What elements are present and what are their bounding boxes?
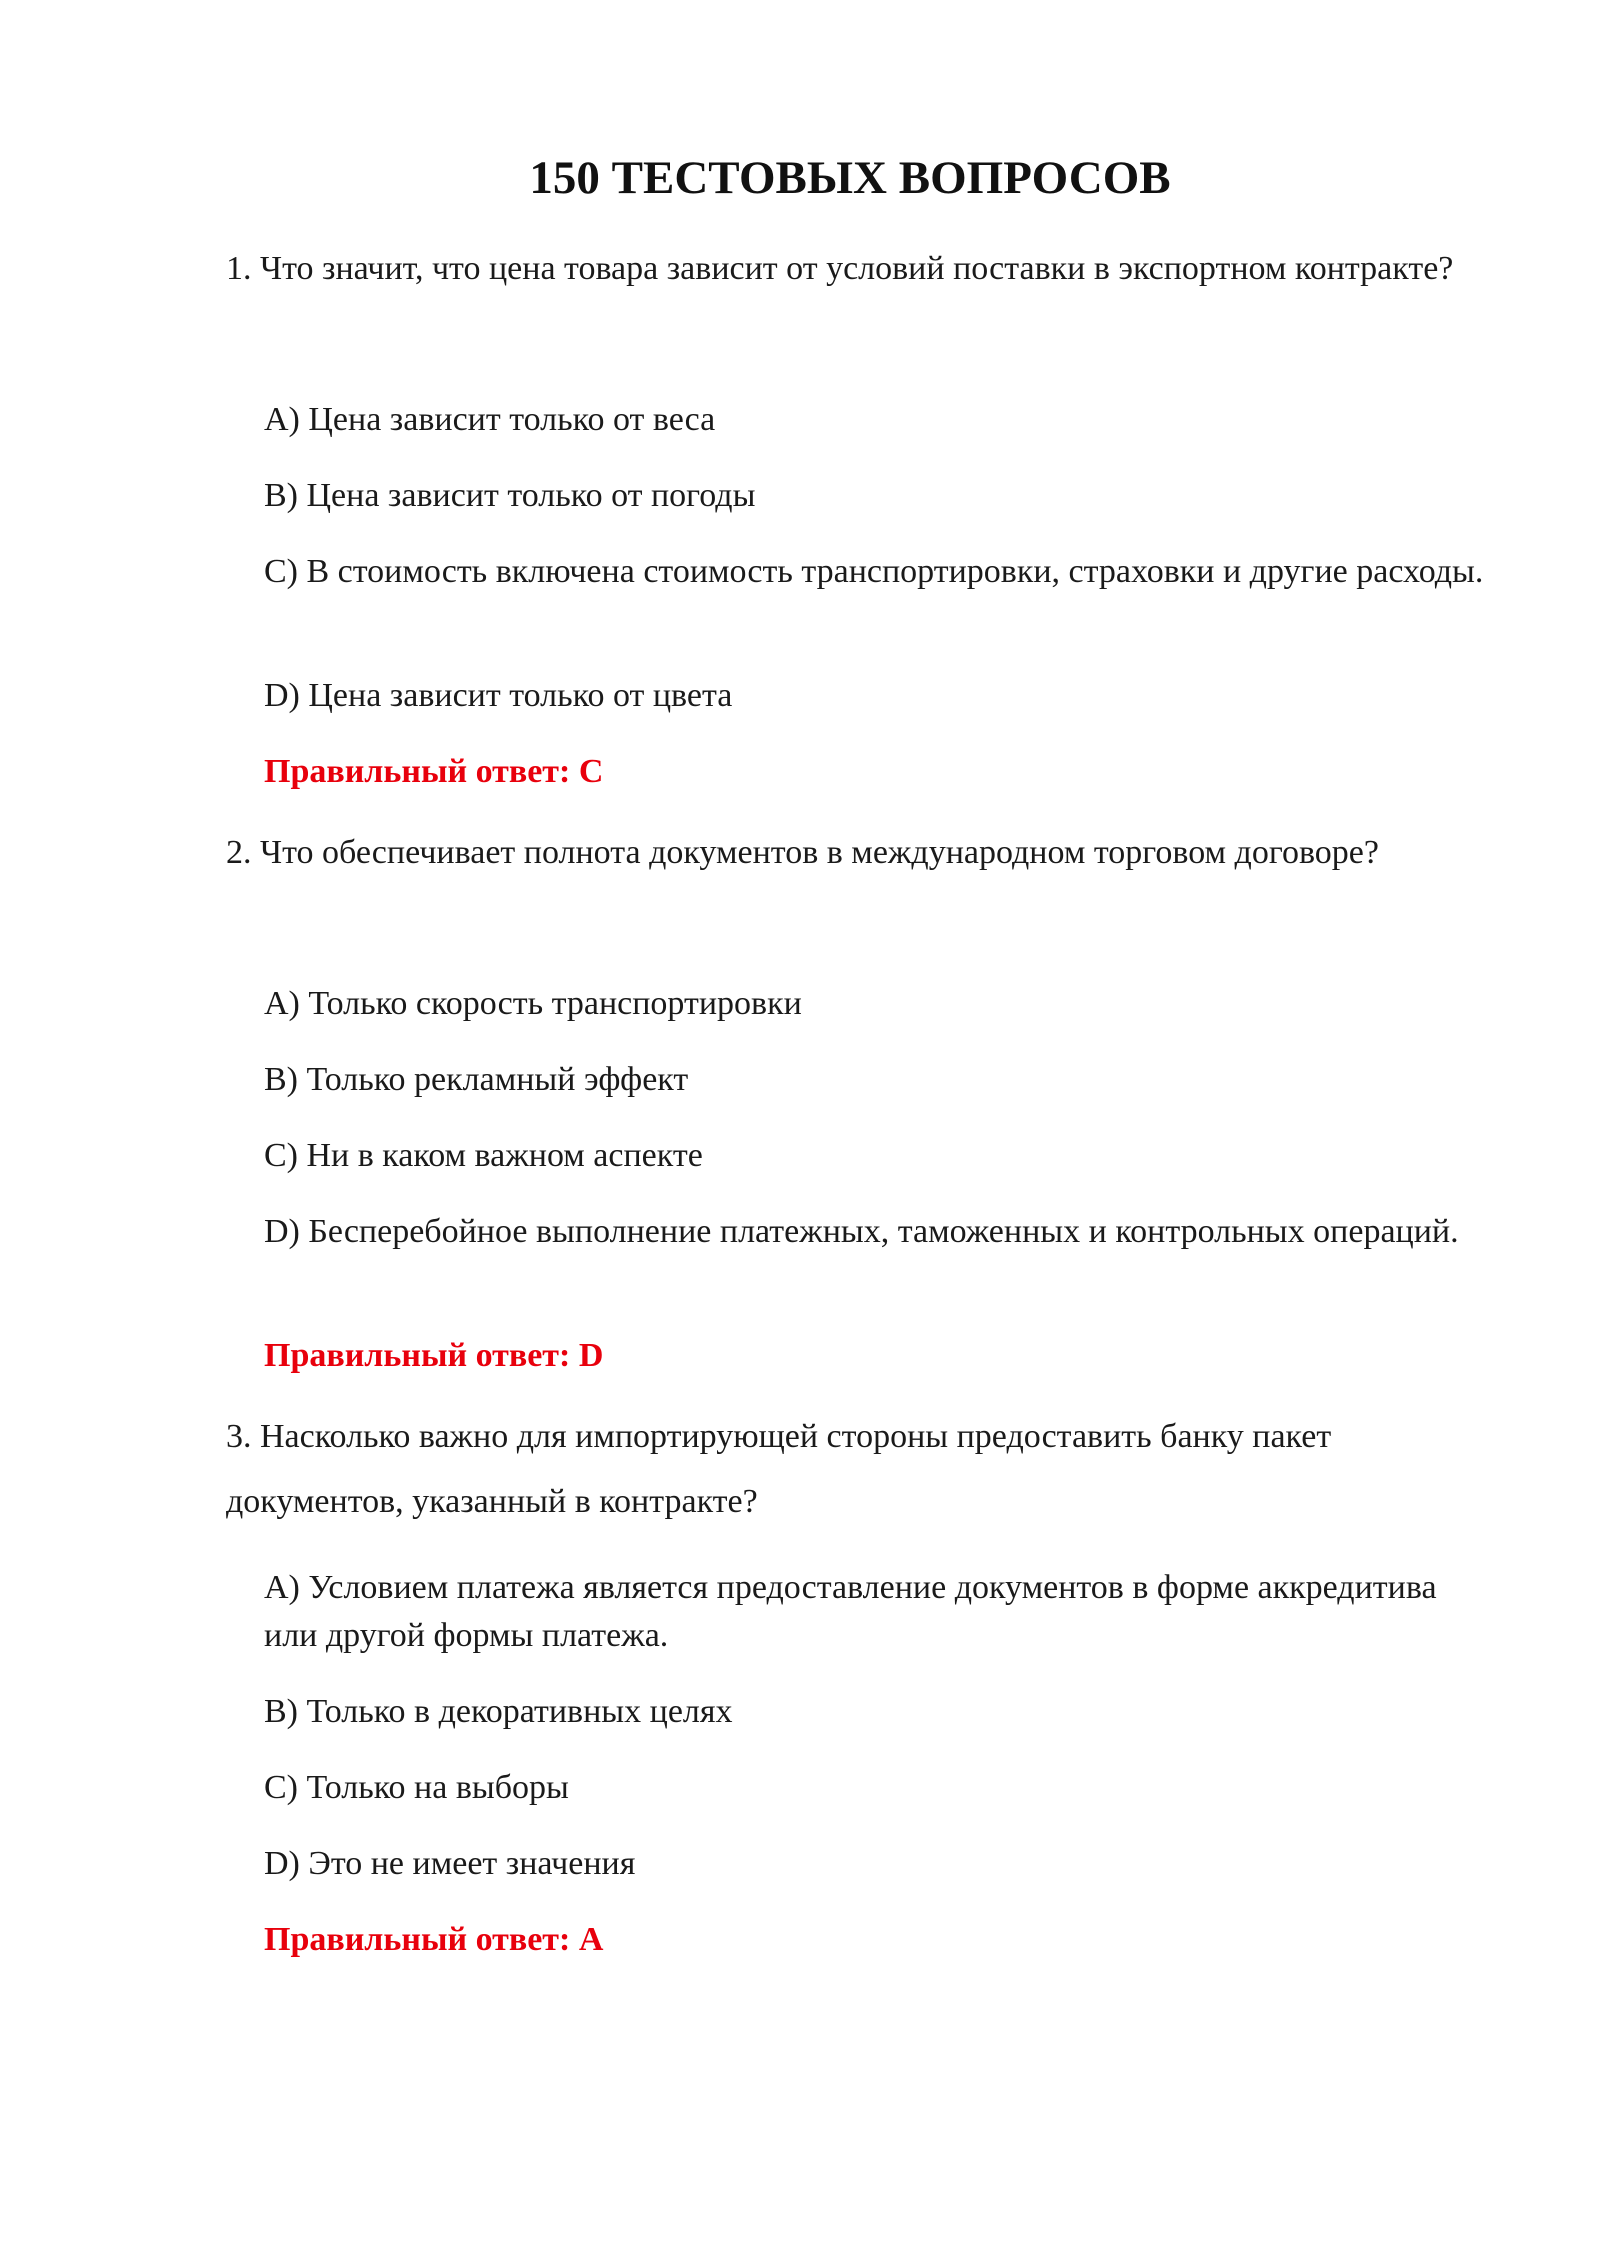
question-2-option-d: D) Бесперебойное выполнение платежных, таможенных и контрольных операций. (264, 1213, 1459, 1250)
question-2-option-c: C) Ни в каком важном аспекте (264, 1137, 703, 1174)
question-3-option-a: A) Условием платежа является предоставление документов в форме аккредитива или другой формы платежа. (264, 1569, 1437, 1654)
question-1-option-b: B) Цена зависит только от погоды (264, 477, 756, 514)
question-2-option-b: B) Только рекламный эффект (264, 1061, 689, 1098)
question-1-correct-answer: Правильный ответ: C (264, 753, 604, 790)
question-3-text: 3. Насколько важно для импортирующей стороны предоставить банку пакет документов, указанный в контракте? (226, 1418, 1332, 1520)
question-2-correct-answer: Правильный ответ: D (264, 1337, 604, 1374)
question-2-option-a: A) Только скорость транспортировки (264, 985, 802, 1022)
question-2-text: 2. Что обеспечивает полнота документов в международном торговом договоре? (226, 834, 1379, 871)
question-3-correct-answer: Правильный ответ: A (264, 1921, 604, 1958)
question-3-option-c: C) Только на выборы (264, 1769, 569, 1806)
question-1-option-a: A) Цена зависит только от веса (264, 401, 716, 438)
page-title: 150 ТЕСТОВЫХ ВОПРОСОВ (529, 152, 1171, 204)
question-1-option-c: C) В стоимость включена стоимость транспортировки, страховки и другие расходы. (264, 553, 1484, 590)
question-1-option-d: D) Цена зависит только от цвета (264, 677, 733, 714)
question-1-text: 1. Что значит, что цена товара зависит от условий поставки в экспортном контракте? (226, 250, 1454, 287)
question-3-option-d: D) Это не имеет значения (264, 1845, 636, 1882)
question-3-option-b: B) Только в декоративных целях (264, 1693, 733, 1730)
